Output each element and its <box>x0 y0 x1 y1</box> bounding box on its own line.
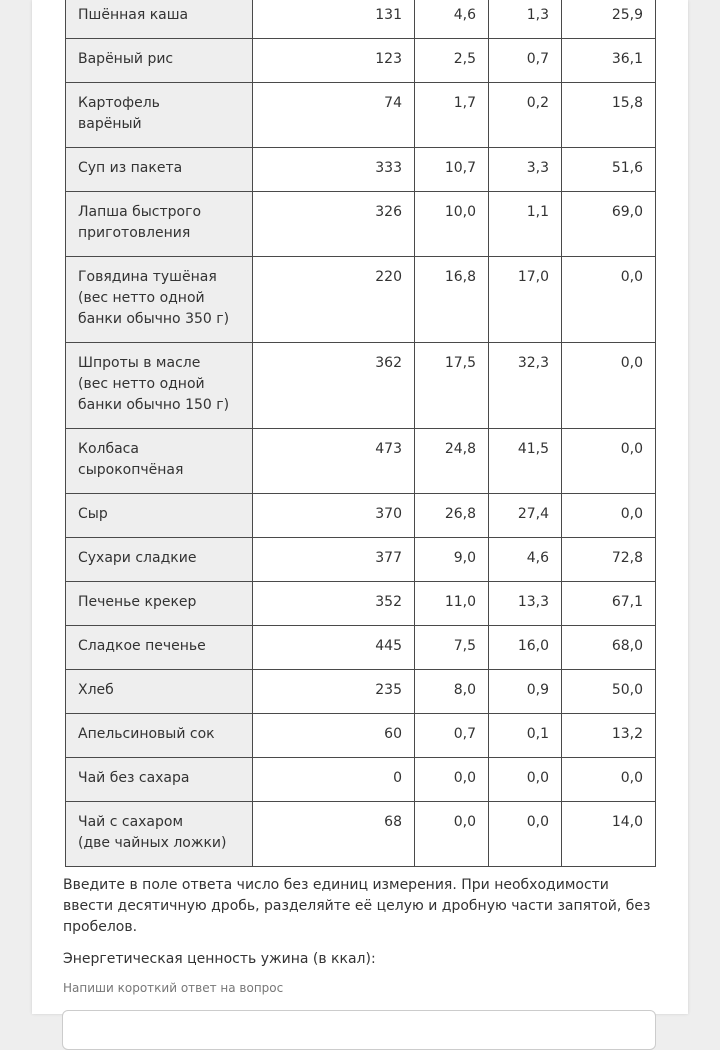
protein-cell: 0,7 <box>415 714 489 758</box>
food-name-cell: Хлеб <box>66 670 253 714</box>
protein-cell: 8,0 <box>415 670 489 714</box>
calories-cell: 131 <box>253 0 415 39</box>
protein-cell: 10,7 <box>415 148 489 192</box>
answer-instructions: Введите в поле ответа число без единиц измерения. При необходимости ввести десятичную дробь, разделяйте её целую и дробную части запятой, без пробелов. <box>63 877 651 935</box>
table-row <box>66 758 656 802</box>
fat-cell: 13,3 <box>489 582 562 626</box>
fat-cell: 32,3 <box>489 343 562 429</box>
protein-cell: 11,0 <box>415 582 489 626</box>
carbs-cell: 50,0 <box>562 670 656 714</box>
fat-cell: 0,7 <box>489 39 562 83</box>
fat-cell: 3,3 <box>489 148 562 192</box>
carbs-cell: 0,0 <box>562 257 656 343</box>
calories-cell: 68 <box>253 802 415 867</box>
food-name-cell: Варёный рис <box>66 39 253 83</box>
nutrition-table-body <box>66 0 656 867</box>
food-name-cell: Чай с сахаром (две чайных ложки) <box>66 802 253 867</box>
calories-cell: 123 <box>253 39 415 83</box>
food-name-cell: Колбаса сырокопчёная <box>66 429 253 494</box>
calories-cell: 326 <box>253 192 415 257</box>
food-name-cell: Шпроты в масле (вес нетто одной банки обычно 150 г) <box>66 343 253 429</box>
protein-cell: 16,8 <box>415 257 489 343</box>
calories-cell: 74 <box>253 83 415 148</box>
calories-cell: 235 <box>253 670 415 714</box>
protein-cell: 26,8 <box>415 494 489 538</box>
food-name-cell: Сладкое печенье <box>66 626 253 670</box>
calories-cell: 445 <box>253 626 415 670</box>
protein-cell: 1,7 <box>415 83 489 148</box>
carbs-cell: 0,0 <box>562 429 656 494</box>
fat-cell: 0,0 <box>489 802 562 867</box>
carbs-cell: 25,9 <box>562 0 656 39</box>
table-row <box>66 343 656 429</box>
carbs-cell: 51,6 <box>562 148 656 192</box>
answer-input[interactable] <box>62 1010 656 1050</box>
carbs-cell: 14,0 <box>562 802 656 867</box>
carbs-cell: 36,1 <box>562 39 656 83</box>
food-name-cell: Сыр <box>66 494 253 538</box>
food-name-cell: Лапша быстрого приготовления <box>66 192 253 257</box>
food-name-cell: Печенье крекер <box>66 582 253 626</box>
protein-cell: 24,8 <box>415 429 489 494</box>
fat-cell: 1,3 <box>489 0 562 39</box>
fat-cell: 0,9 <box>489 670 562 714</box>
table-row <box>66 429 656 494</box>
carbs-cell: 15,8 <box>562 83 656 148</box>
question-label: Энергетическая ценность ужина (в ккал): <box>63 951 376 967</box>
food-name-cell: Сухари сладкие <box>66 538 253 582</box>
carbs-cell: 72,8 <box>562 538 656 582</box>
food-name-cell: Картофель варёный <box>66 83 253 148</box>
nutrition-table <box>65 0 656 867</box>
table-row <box>66 83 656 148</box>
table-row <box>66 192 656 257</box>
fat-cell: 27,4 <box>489 494 562 538</box>
protein-cell: 17,5 <box>415 343 489 429</box>
fat-cell: 0,1 <box>489 714 562 758</box>
calories-cell: 362 <box>253 343 415 429</box>
calories-cell: 370 <box>253 494 415 538</box>
fat-cell: 1,1 <box>489 192 562 257</box>
carbs-cell: 0,0 <box>562 343 656 429</box>
fat-cell: 16,0 <box>489 626 562 670</box>
calories-cell: 377 <box>253 538 415 582</box>
table-row <box>66 494 656 538</box>
carbs-cell: 0,0 <box>562 494 656 538</box>
table-row <box>66 582 656 626</box>
calories-cell: 0 <box>253 758 415 802</box>
protein-cell: 2,5 <box>415 39 489 83</box>
carbs-cell: 69,0 <box>562 192 656 257</box>
protein-cell: 9,0 <box>415 538 489 582</box>
table-row <box>66 0 656 39</box>
food-name-cell: Пшённая каша <box>66 0 253 39</box>
carbs-cell: 0,0 <box>562 758 656 802</box>
calories-cell: 352 <box>253 582 415 626</box>
table-row <box>66 257 656 343</box>
food-name-cell: Апельсиновый сок <box>66 714 253 758</box>
protein-cell: 0,0 <box>415 758 489 802</box>
answer-hint: Напиши короткий ответ на вопрос <box>63 981 284 995</box>
calories-cell: 333 <box>253 148 415 192</box>
carbs-cell: 13,2 <box>562 714 656 758</box>
carbs-cell: 68,0 <box>562 626 656 670</box>
fat-cell: 0,0 <box>489 758 562 802</box>
carbs-cell: 67,1 <box>562 582 656 626</box>
fat-cell: 41,5 <box>489 429 562 494</box>
protein-cell: 0,0 <box>415 802 489 867</box>
calories-cell: 473 <box>253 429 415 494</box>
protein-cell: 10,0 <box>415 192 489 257</box>
table-row <box>66 626 656 670</box>
table-row <box>66 714 656 758</box>
protein-cell: 4,6 <box>415 0 489 39</box>
table-row <box>66 670 656 714</box>
food-name-cell: Говядина тушёная (вес нетто одной банки обычно 350 г) <box>66 257 253 343</box>
calories-cell: 220 <box>253 257 415 343</box>
table-row <box>66 802 656 867</box>
food-name-cell: Суп из пакета <box>66 148 253 192</box>
protein-cell: 7,5 <box>415 626 489 670</box>
calories-cell: 60 <box>253 714 415 758</box>
fat-cell: 17,0 <box>489 257 562 343</box>
table-row <box>66 538 656 582</box>
fat-cell: 0,2 <box>489 83 562 148</box>
table-row <box>66 148 656 192</box>
food-name-cell: Чай без сахара <box>66 758 253 802</box>
table-row <box>66 39 656 83</box>
fat-cell: 4,6 <box>489 538 562 582</box>
